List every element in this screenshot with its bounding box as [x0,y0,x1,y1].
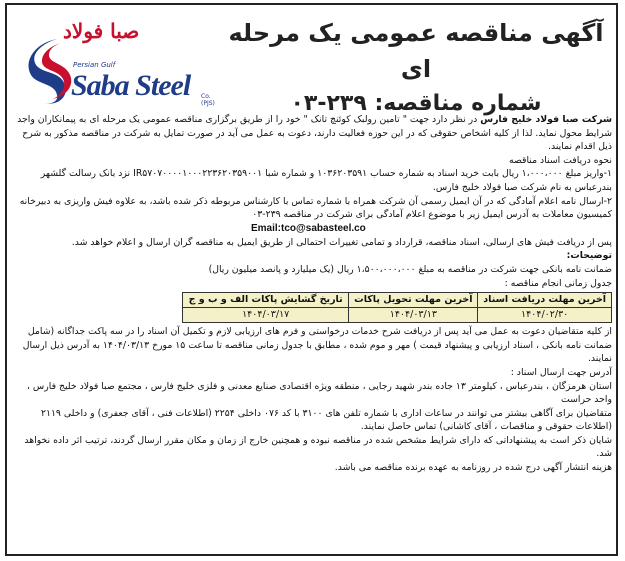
logo-company-suffix: Co.(PJS) [201,93,215,107]
logo-english-subtitle: Persian Gulf [73,61,116,69]
documents-note: پس از دریافت فیش های ارسالی، اسناد مناقصه، قرارداد و تمامی تغییرات احتمالی از طریق ایمیل به مناقصه گران ارسال و اعلام خواهد شد. [71,236,612,248]
value-opening-date: ۱۴۰۴/۰۳/۱۷ [183,308,349,323]
intro-text: در نظر دارد جهت " تامین رولبک کوئنچ تانک " خود را از طریق برگزاری مناقصه عمومی یک مرحله ای به پیمانکاران واجد شرایط محول نماید. لذا از کلیه اشخاص حقوقی که در این حوزه فعالیت دارند، دعوت به عمل می آید در صورت تمایل به شرکت در مناقصه مذکور به شرح ذیل اقدام نمایند. [17,114,612,153]
advertisement-frame [5,3,618,556]
schedule-value-row [183,308,612,323]
notes-heading: توضیحات: [566,250,612,262]
contact-email-link[interactable]: Email:tco@sabasteel.co [251,222,366,234]
contact-info: متقاضیان برای آگاهی بیشتر می توانند در ساعات اداری با شماره تلفن های ۳۱۰۰ با کد ۰۷۶ داخلی ۲۲۵۴ (اطلاعات فنی ، آقای جعفری) و داخلی ۲۱۱۹ (اطلاعات حقوقی و مناقصات ، آقای کاشانی) تماس حاصل نمایند. [40,407,612,433]
tender-number: شماره مناقصه: ۲۳۹-۰۳ [290,91,542,116]
ad-body [11,113,612,475]
docs-heading: نحوه دریافت اسناد مناقصه [508,154,612,166]
logo-english-name: Saba Steel [71,69,191,102]
header [7,5,616,116]
step-2: ۲-ارسال نامه اعلام آمادگی که در آن ایمیل رسمی آن شرکت همراه با شماره تماس با کارشناس مربوطه ذکر شده باشد، به علاوه فیش واریزی به دبیرخانه کمیسیون معاملات به آدرس ایمیل زیر با موضوع اعلام آمادگی برای شرکت در مناقصه ۲۳۹-۰۳ [19,195,612,221]
publication-cost-note: هزینه انتشار آگهی درج شده در روزنامه به عهده برنده مناقصه می باشد. [334,462,612,474]
conditions-note: شایان ذکر است به پیشنهاداتی که دارای شرایط مشخص شده در مناقصه نبوده و همچنین خارج از زمان و مکان مقرر ارسال گردند، ترتیب اثر داده نخواهد شد. [24,434,612,460]
company-logo [15,13,215,108]
ad-title [226,15,606,121]
schedule-header-row [183,293,612,308]
title-line-1: آگهی مناقصه عمومی یک مرحله ای [228,19,604,83]
value-doc-deadline: ۱۴۰۴/۰۲/۳۰ [478,308,612,323]
submission-instructions: از کلیه متقاضیان دعوت به عمل می آید پس از دریافت شرح خدمات درخواستی و فرم های ارزیابی لازم و تکمیل آن اسناد را در سه پاکت جداگانه (شامل ضمانت نامه بانکی ، اسناد ارزیابی و پیشنهاد قیمت ) مهر و موم شده ، مطابق با جدول زمانی مناقصه تا ساعت ۱۵ مورخ ۱۴۰۴/۰۳/۱۳ به آدرس ذیل ارسال نمایند. [22,326,612,365]
schedule-table [182,292,612,323]
saba-steel-emblem-icon [17,35,75,105]
address-text: استان هرمزگان ، بندرعباس ، کیلومتر ۱۳ جاده بندر شهید رجایی ، منطقه ویژه اقتصادی صنایع معدنی و فلزی خلیج فارس ، مجتمع صبا فولاد خلیج فارس ، واحد حراست [26,380,612,406]
company-name: شرکت صبا فولاد خلیج فارس [480,114,612,125]
address-heading: آدرس جهت ارسال اسناد : [510,366,612,378]
schedule-heading: جدول زمانی انجام مناقصه : [504,277,612,289]
guarantee-text: ضمانت نامه بانکی جهت شرکت در مناقصه به مبلغ ۱،۵۰۰،۰۰۰،۰۰۰ ریال (یک میلیارد و پانصد میلیون ریال) [208,263,612,275]
header-doc-deadline: آخرین مهلت دریافت اسناد [478,293,612,308]
step-1: ۱-واریز مبلغ ۱،۰۰۰،۰۰۰ ریال بابت خرید اسناد به شماره حساب ۱۰۳۶۲۰۳۵۹۱ و شماره شبا IR۵۷۰۷۰۰۰۰۱۰۰۰۲۲۳۶۲۰۳۵۹۰۰۱ نزد بانک رسالت گلشهر بندرعباس به نام شرکت صبا فولاد خلیج فارس. [40,168,612,193]
logo-persian-text: صبا فولاد [63,19,140,43]
header-submission-deadline: آخرین مهلت تحویل پاکات [349,293,478,308]
value-submission-deadline: ۱۴۰۴/۰۳/۱۳ [349,308,478,323]
header-opening-date: تاریخ گشایش پاکات الف و ب و ج [183,293,349,308]
intro-paragraph [11,113,612,154]
